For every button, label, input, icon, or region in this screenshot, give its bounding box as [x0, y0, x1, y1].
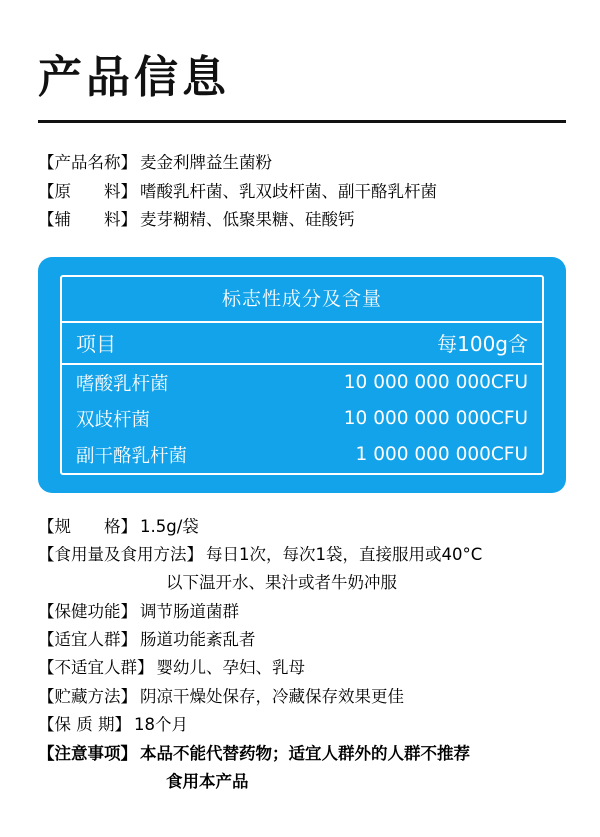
spec-label: 【不适宜人群】 [38, 658, 154, 678]
spec-value: 1.5g/袋 [140, 516, 199, 536]
spec-row-ingredients [38, 178, 568, 206]
cell-amount: 1 000 000 000CFU [355, 444, 528, 466]
table-row [62, 365, 542, 401]
spec-row-warnings [38, 740, 568, 768]
cell-item: 嗜酸乳杆菌 [76, 373, 169, 395]
page-title: 产品信息 [38, 52, 230, 103]
spec-row-dosage [38, 541, 568, 569]
spec-row-storage [38, 683, 568, 711]
spec-label: 【原 料】 [38, 181, 137, 201]
table-row [62, 401, 542, 437]
spec-continuation-dosage: 以下温开水、果汁或者牛奶冲服 [166, 573, 397, 593]
spec-value: 麦芽糊精、低聚果糖、硅酸钙 [140, 210, 355, 230]
table-row [62, 437, 542, 473]
column-header-amount: 每100g含 [437, 332, 528, 357]
cell-item: 双歧杆菌 [76, 409, 151, 431]
spec-value: 每日1次，每次1袋，直接服用或40°C [206, 544, 483, 564]
spec-value: 18个月 [134, 715, 188, 735]
nutrition-table-title: 标志性成分及含量 [62, 277, 542, 323]
spec-label: 【适宜人群】 [38, 630, 137, 650]
spec-label: 【保 质 期】 [38, 715, 131, 735]
spec-value: 麦金利牌益生菌粉 [140, 153, 272, 173]
spec-value: 调节肠道菌群 [140, 601, 239, 621]
nutrition-panel [38, 257, 566, 493]
spec-row-excipients [38, 206, 568, 234]
spec-value: 婴幼儿、孕妇、乳母 [156, 658, 305, 678]
spec-label: 【注意事项】 [38, 743, 137, 763]
nutrition-table [60, 275, 544, 475]
spec-label: 【产品名称】 [38, 153, 137, 173]
spec-label: 【食用量及食用方法】 [38, 544, 203, 564]
spec-value: 本品不能代替药物；适宜人群外的人群不推荐 [140, 743, 470, 763]
spec-value: 嗜酸乳杆菌、乳双歧杆菌、副干酪乳杆菌 [140, 181, 437, 201]
top-spec-list [38, 149, 568, 234]
spec-value: 阴凉干燥处保存，冷藏保存效果更佳 [140, 686, 404, 706]
spec-value: 肠道功能紊乱者 [140, 630, 256, 650]
nutrition-table-header [62, 323, 542, 365]
spec-row-shelf-life [38, 711, 568, 739]
spec-row-specification [38, 513, 568, 541]
spec-label: 【保健功能】 [38, 601, 137, 621]
title-divider [38, 120, 566, 123]
spec-label: 【辅 料】 [38, 210, 137, 230]
cell-amount: 10 000 000 000CFU [343, 408, 528, 430]
spec-label: 【贮藏方法】 [38, 686, 137, 706]
cell-amount: 10 000 000 000CFU [343, 372, 528, 394]
spec-row-suitable-group [38, 626, 568, 654]
column-header-item: 项目 [76, 332, 116, 357]
spec-row-health-function [38, 598, 568, 626]
cell-item: 副干酪乳杆菌 [76, 445, 188, 467]
spec-row-product-name [38, 149, 568, 177]
spec-label: 【规 格】 [38, 516, 137, 536]
spec-row-unsuitable-group [38, 654, 568, 682]
bottom-spec-list [38, 513, 568, 797]
spec-continuation-warnings: 食用本产品 [166, 771, 249, 791]
